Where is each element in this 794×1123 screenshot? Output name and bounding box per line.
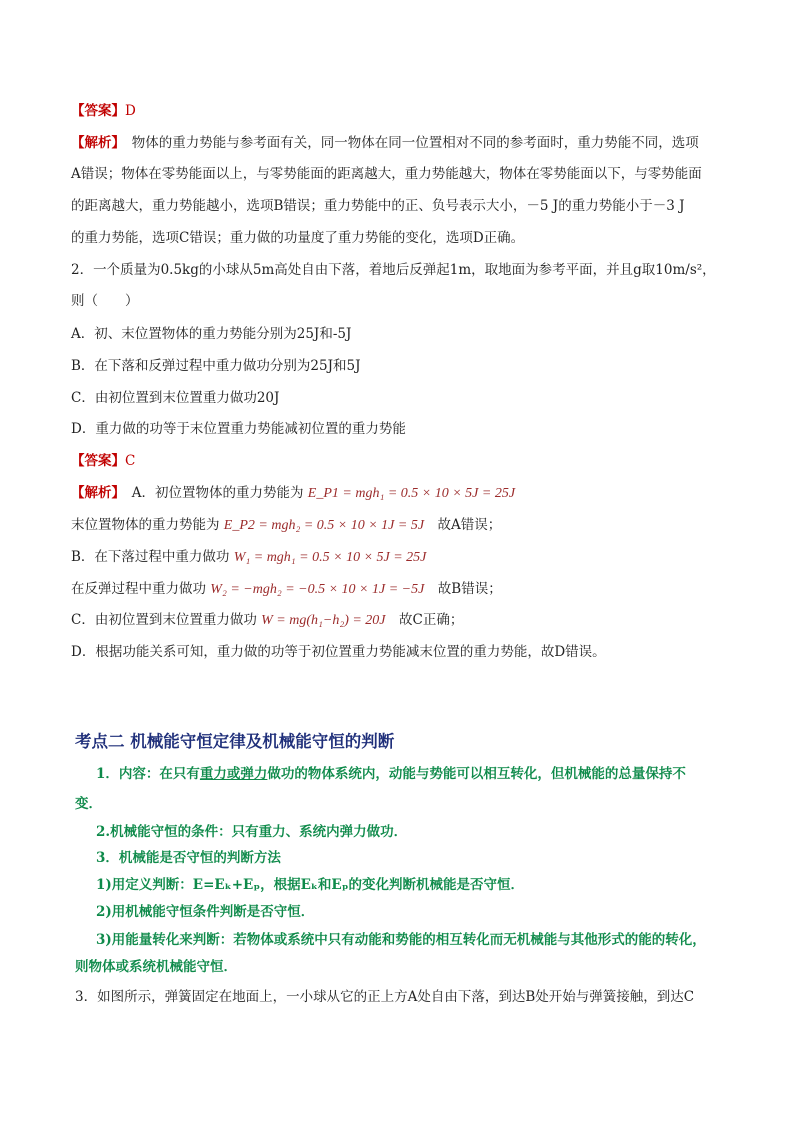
- section-title: 考点二 机械能守恒定律及机械能守恒的判断: [75, 732, 395, 751]
- q2-analysis-line-4: [71, 580, 502, 599]
- analysis-text: 物体的重力势能与参考面有关，同一物体在同一位置相对不同的参考面时，重力势能不同，选项: [131, 135, 699, 151]
- q2-analysis-line-2: [71, 516, 501, 535]
- section-point-3-3-cont: 则物体或系统机械能守恒．: [75, 959, 237, 975]
- analysis-tag: 【解析】: [71, 485, 119, 501]
- answer-tag: 【答案】: [71, 453, 125, 469]
- section-point-1: [96, 762, 686, 782]
- q2-analysis-line-1: [71, 484, 515, 503]
- q1-analysis-line-2: A错误；物体在零势能面以上，与零势能面的距离越大，重力势能越大，物体在零势能面以下，与零势能面: [71, 166, 702, 182]
- q2-option-c: C．由初位置到末位置重力做功20J: [71, 390, 280, 406]
- q2-stem-line-1: 2．一个质量为0.5kg的小球从5m高处自由下落，着地后反弹起1m，取地面为参考平面，并且g取10m/s²，: [71, 262, 716, 278]
- q2-option-b: B．在下落和反弹过程中重力做功分别为25J和5J: [71, 358, 361, 374]
- section-point-3-2: 2)用机械能守恒条件判断是否守恒．: [96, 904, 315, 920]
- section-point-1-cont: 变．: [75, 796, 102, 812]
- formula: E_P2 = mgh₂ = 0.5 × 10 × 1J = 5J: [223, 518, 425, 533]
- q1-analysis-line-4: 的重力势能，选项C错误；重力做的功量度了重力势能的变化，选项D正确。: [71, 230, 525, 246]
- section-point-3-3: 3)用能量转化来判断：若物体或系统中只有动能和势能的相互转化而无机械能与其他形式的能的转化，: [96, 932, 706, 948]
- analysis-post: 故B错误；: [424, 581, 502, 597]
- formula: E_P1 = mgh₁ = 0.5 × 10 × 5J = 25J: [307, 486, 516, 501]
- formula: W₁ = mgh₁ = 0.5 × 10 × 5J = 25J: [233, 550, 427, 565]
- point-1-underlined: 重力或弹力: [199, 766, 268, 782]
- q2-analysis-line-3: [71, 548, 426, 567]
- q2-analysis-line-6: D．根据功能关系可知，重力做的功等于初位置重力势能减末位置的重力势能，故D错误。: [71, 644, 606, 660]
- q2-answer: [71, 452, 135, 470]
- q3-stem: 3．如图所示，弹簧固定在地面上，一小球从它的正上方A处自由下落，到达B处开始与弹簧接触，到达C: [75, 989, 695, 1005]
- point-1-text-a: 1．内容：在只有: [96, 766, 200, 782]
- q1-answer: [71, 102, 136, 120]
- q2-option-a: A．初、末位置物体的重力势能分别为25J和-5J: [71, 326, 352, 342]
- analysis-tag: 【解析】: [71, 135, 119, 151]
- section-point-2: 2.机械能守恒的条件：只有重力、系统内弹力做功．: [96, 824, 408, 840]
- analysis-pre: B．在下落过程中重力做功: [71, 549, 234, 565]
- answer-value: C: [125, 453, 136, 469]
- q2-stem-line-2: 则（ ）: [71, 293, 139, 309]
- analysis-pre: 末位置物体的重力势能为: [71, 517, 224, 533]
- formula: W = mg(h₁−h₂) = 20J: [261, 613, 386, 628]
- answer-value: D: [125, 103, 136, 119]
- analysis-pre: 在反弹过程中重力做功: [71, 581, 211, 597]
- section-point-3-1: 1)用定义判断：E=Eₖ+Eₚ，根据Eₖ和Eₚ的变化判断机械能是否守恒．: [96, 877, 524, 893]
- analysis-pre: C．由初位置到末位置重力做功: [71, 612, 262, 628]
- q1-analysis-line-3: 的距离越大，重力势能越小，选项B错误；重力势能中的正、负号表示大小，－5 J的重力势能小于－3 J: [71, 198, 685, 214]
- point-1-text-b: 做功的物体系统内，动能与势能可以相互转化，但机械能的总量保持不: [267, 766, 686, 782]
- answer-tag: 【答案】: [71, 103, 125, 119]
- section-point-3: 3．机械能是否守恒的判断方法: [96, 850, 281, 866]
- q1-analysis-line-1: [71, 134, 699, 152]
- q2-analysis-line-5: [71, 611, 463, 630]
- analysis-pre: A．初位置物体的重力势能为: [131, 485, 308, 501]
- q2-option-d: D．重力做的功等于末位置重力势能减初位置的重力势能: [71, 421, 406, 437]
- analysis-post: 故C正确；: [385, 612, 464, 628]
- formula: W₂ = −mgh₂ = −0.5 × 10 × 1J = −5J: [210, 582, 425, 597]
- analysis-post: 故A错误；: [424, 517, 502, 533]
